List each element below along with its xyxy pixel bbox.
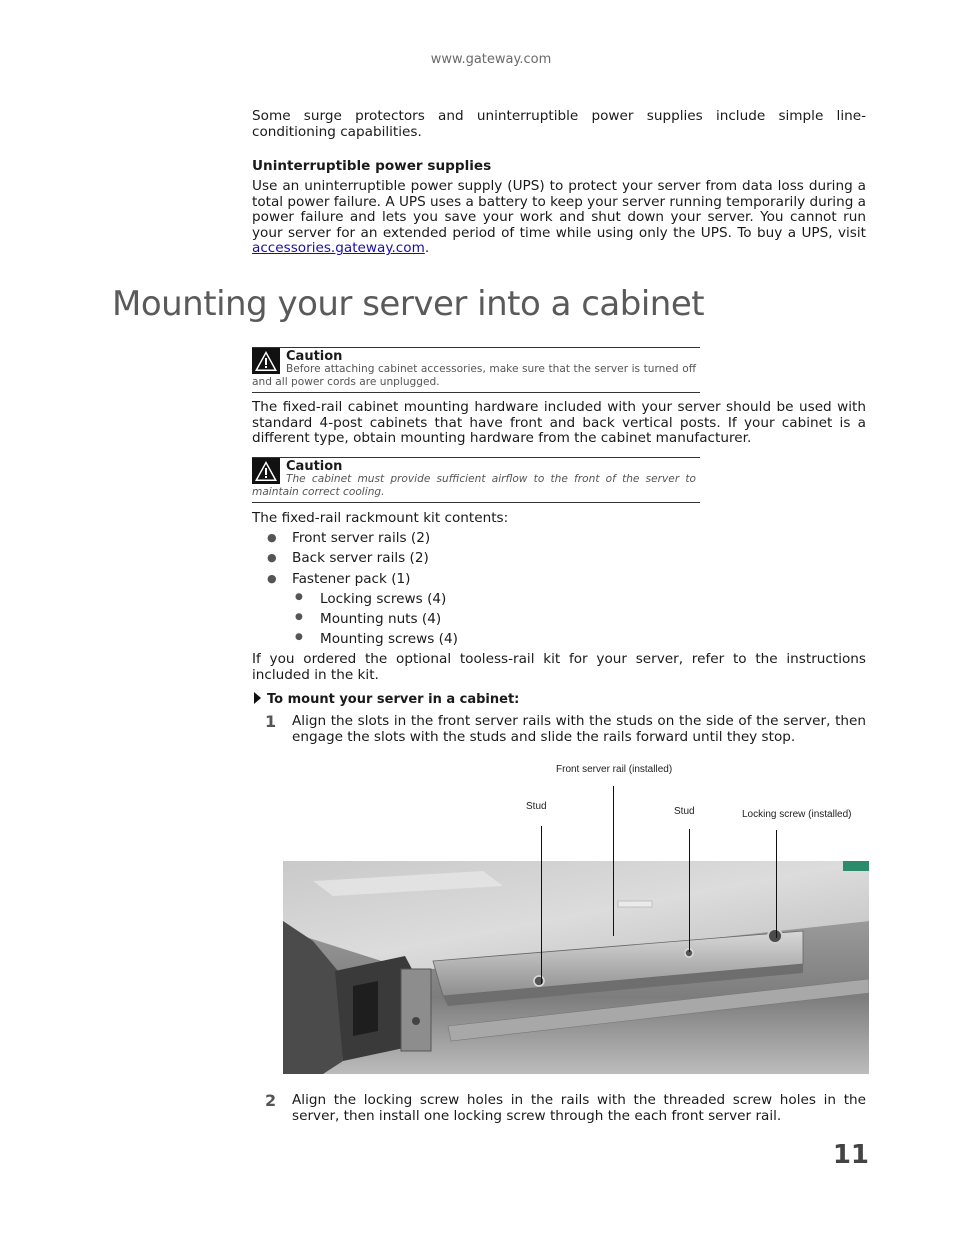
leader-line-locking-screw (776, 830, 777, 938)
callout-front-rail: Front server rail (installed) (556, 764, 673, 775)
step-text: Align the locking screw holes in the rails with the threaded screw holes in the server, then install one locking screw through the each front server rail. (292, 1092, 866, 1124)
ups-end: . (424, 240, 430, 257)
caution-title-1: Caution (286, 349, 343, 364)
intro-paragraph: Some surge protectors and uninterruptible power supplies include simple line-conditioning capabilities. (252, 108, 866, 140)
list-item: Front server rails (2) (292, 530, 431, 546)
page-number: 11 (832, 1140, 869, 1170)
leader-line-stud-1 (541, 826, 542, 984)
callout-stud-2: Stud (674, 806, 695, 817)
bullet-icon: ● (295, 612, 303, 622)
caution-text-2: The cabinet must provide sufficient airflow to the front of the server to maintain correct cooling. (252, 473, 696, 498)
caution-box-2 (252, 457, 700, 503)
caution-title-2: Caution (286, 459, 343, 474)
triangle-right-icon (254, 692, 261, 704)
list-item: Locking screws (4) (320, 591, 447, 607)
procedure-title-text: To mount your server in a cabinet: (267, 692, 520, 707)
ups-heading: Uninterruptible power supplies (252, 158, 492, 174)
server-rail-figure (283, 861, 869, 1074)
header-url: www.gateway.com (430, 52, 552, 67)
bullet-icon: ● (267, 531, 277, 544)
hardware-paragraph: The fixed-rail cabinet mounting hardware included with your server should be used with standard 4-post cabinets that have front and back vertical posts. If your cabinet is a different type, obtain mounting hardware from the cabinet manufacturer. (252, 399, 866, 447)
step-text: Align the slots in the front server rails with the studs on the side of the server, then engage the slots with the studs and slide the rails forward until they stop. (292, 713, 866, 745)
tooless-paragraph: If you ordered the optional tooless-rail kit for your server, refer to the instructions included in the kit. (252, 651, 866, 683)
bullet-icon: ● (295, 632, 303, 642)
bullet-icon: ● (267, 572, 277, 585)
caution-text-1: Before attaching cabinet accessories, make sure that the server is turned off and all power cords are unplugged. (252, 363, 696, 388)
caution-box-1 (252, 347, 700, 393)
section-title: Mounting your server into a cabinet (112, 284, 705, 324)
kit-intro: The fixed-rail rackmount kit contents: (252, 510, 509, 526)
step-number: 1 (265, 712, 277, 731)
callout-locking-screw: Locking screw (installed) (742, 809, 852, 820)
leader-line-stud-2 (689, 829, 690, 952)
list-item: Back server rails (2) (292, 550, 429, 566)
list-item: Mounting screws (4) (320, 631, 458, 647)
step-number: 2 (265, 1091, 277, 1110)
ups-text: Use an uninterruptible power supply (UPS) to protect your server from data loss during a total power failure. A UPS uses a battery to keep your server running temporarily during a power failure and lets you save your work and shut down your server. You cannot run your server for an extended period of time while using only the UPS. To buy a UPS, visit (252, 178, 866, 241)
ups-paragraph (252, 179, 866, 257)
accessories-link[interactable]: accessories.gateway.com (252, 240, 425, 257)
list-item: Mounting nuts (4) (320, 611, 442, 627)
bullet-icon: ● (267, 551, 277, 564)
bullet-icon: ● (295, 592, 303, 602)
list-item: Fastener pack (1) (292, 571, 411, 587)
callout-stud-1: Stud (526, 801, 547, 812)
leader-line-front-rail (613, 786, 614, 936)
procedure-title (254, 692, 519, 707)
